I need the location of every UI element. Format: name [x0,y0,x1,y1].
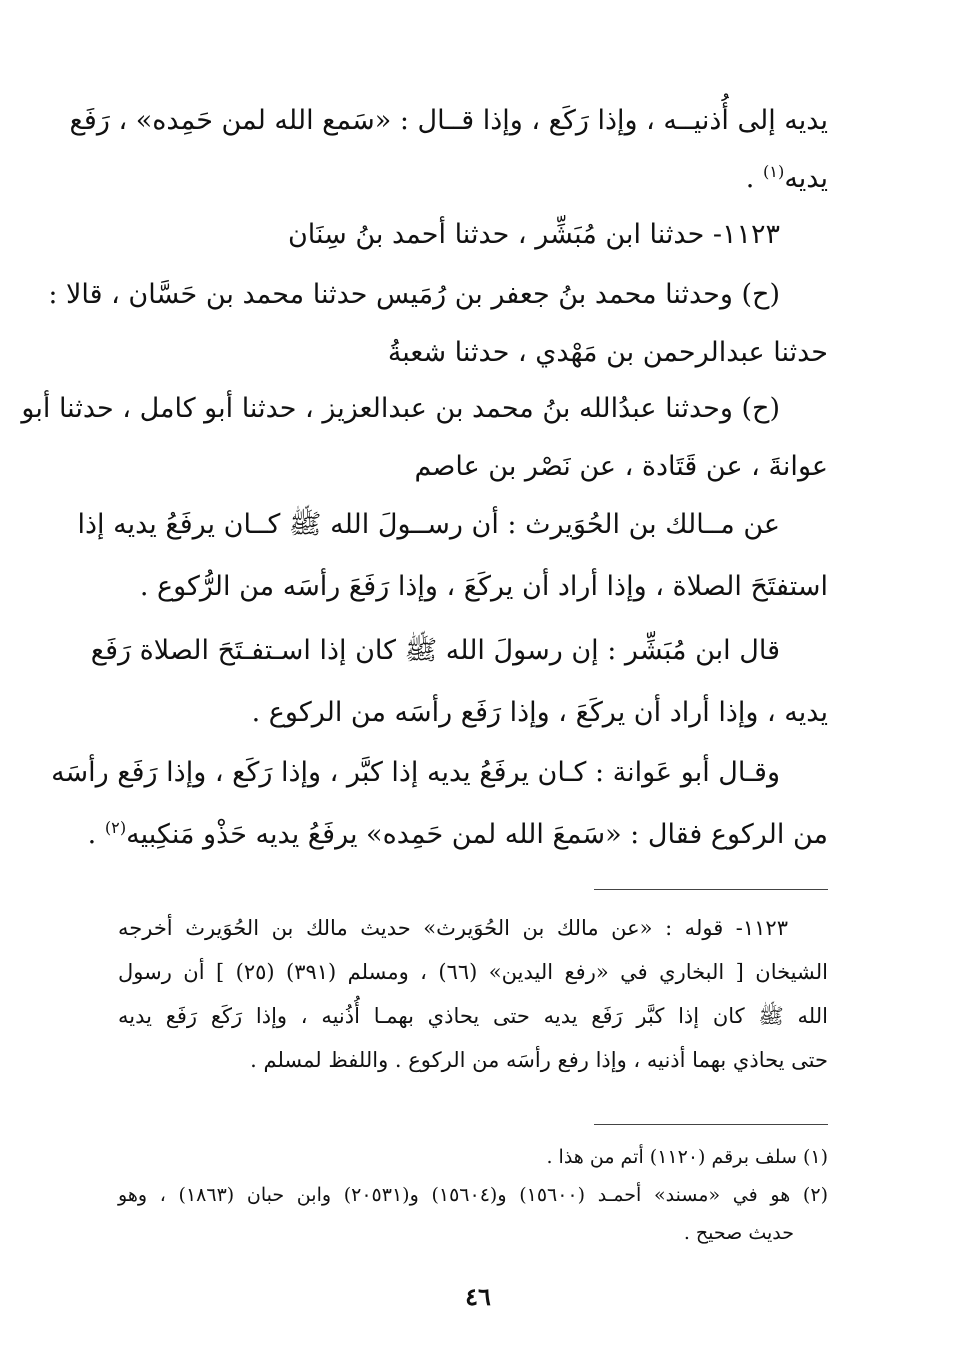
text-line: حتى يحاذي بهما أذنيه ، وإذا رفع رأسَه من الركوع . واللفظ لمسلم . [250,1048,828,1072]
matn-paragraph [77,494,828,618]
continuation-paragraph [69,92,828,208]
footnotes-block [118,1138,828,1252]
isnad-paragraph-2 [48,266,828,382]
footnote-2: (٢) هو في «مسند» أحمـد (١٥٦٠٠) و(١٥٦٠٤) و(٢٠٥٣١) وابن حبان (١٨٦٣) ، وهو [118,1184,828,1206]
text-line: ١١٢٣- حدثنا ابن مُبَشِّر ، حدثنا أحمد بنُ سِنَان [287,219,780,250]
variant-paragraph-1 [90,620,828,744]
text-line: الله ﷺ كان إذا كبَّر رَفَع يديه حتى يحاذي بهمـا أُذُنيه ، وإذا رَكَع رَفَع يديه [118,1004,828,1028]
text-line: استفتَحَ الصلاة ، وإذا أراد أن يركَعَ ، وإذا رَفَعَ رأسَه من الرُّكوع . [139,571,828,602]
text-line [118,150,828,208]
text-fragment: يديه [784,163,828,194]
footnote-2-continuation: حديث صحيح . [683,1222,794,1244]
footnote-ref: (٢) [104,818,127,837]
text-line: (ح) وحدثنا محمد بنُ جعفر بن رُمَيس حدثنا محمد بن حَسَّان ، قالا : [48,279,780,310]
text-fragment: . [87,819,105,850]
commentary-separator [594,889,828,890]
footnotes-separator [594,1124,828,1125]
text-fragment: . [745,163,763,194]
text-fragment: من الركوع فقال : «سَمعَ الله لمن حَمِده» يرفَعُ يديه حَذْو مَنكِبيه [126,819,828,850]
text-line: يديه ، وإذا أراد أن يركَعَ ، وإذا رَفَع رأسَه من الركوع . [251,697,828,728]
text-line: عن مــالك بن الحُوَيرث : أن رســولَ الله ﷺ كــان يرفَعُ يديه إذا [77,509,780,540]
commentary-block [118,906,828,1082]
hadith-isnad-heading [118,206,828,264]
text-line [87,804,828,866]
text-line: وقـال أبو عَوانة : كـان يرفَعُ يديه إذا كبَّر ، وإذا رَكَع ، وإذا رَفَع رأسَه [51,757,780,788]
footnote-ref: (١) [762,162,785,181]
text-line: حدثنا عبدالرحمن بن مَهْدي ، حدثنا شعبةُ [387,337,828,368]
text-line: الشيخان [ البخاري في «رفع اليدين» (٦٦) ، ومسلم (٣٩١) (٢٥) ] أن رسول [118,960,828,984]
isnad-paragraph-3 [21,380,828,496]
footnote-1: (١) سلف برقم (١١٢٠) أتم من هذا . [546,1146,828,1168]
page-number: ٤٦ [465,1282,491,1311]
text-line: (ح) وحدثنا عبدُالله بنُ محمد بن عبدالعزيز ، حدثنا أبو كامل ، حدثنا أبو [21,393,780,424]
text-line: يديه إلى أُذنيــه ، وإذا رَكَع ، وإذا قــال : «سَمع الله لمن حَمِده» ، رَفَع [69,105,828,136]
text-line: ١١٢٣- قوله : «عن مالك بن الحُوَيرث» حديث مالك بن الحُوَيرث أخرجه [118,916,788,940]
text-line: عوانةَ ، عن قَتَادة ، عن نَصْر بن عاصم [414,451,828,482]
text-line: قال ابن مُبَشِّر : إن رسولَ الله ﷺ كان إذا اسـتفـتَحَ الصلاة رَفَع [90,635,780,666]
variant-paragraph-2 [51,742,828,866]
